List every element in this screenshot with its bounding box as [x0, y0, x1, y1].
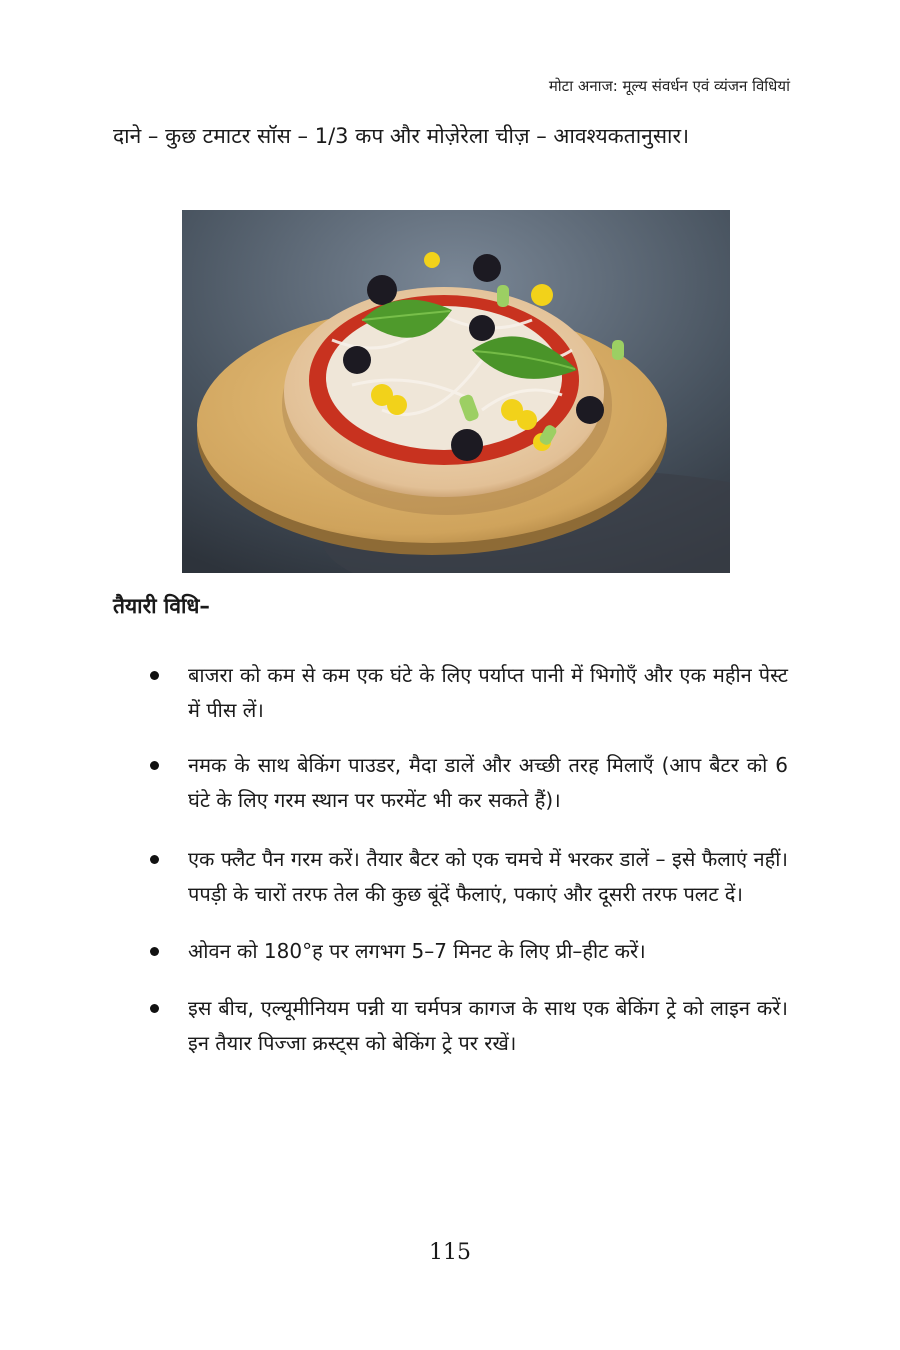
- running-header: मोटा अनाज: मूल्य संवर्धन एवं व्यंजन विधियां: [548, 77, 790, 95]
- section-heading: तैयारी विधि–: [113, 594, 210, 618]
- bullet-icon: [150, 1004, 159, 1013]
- bullet-icon: [150, 761, 159, 770]
- page-number: 115: [429, 1240, 471, 1265]
- step-text: एक फ्लैट पैन गरम करें। तैयार बैटर को एक चमचे में भरकर डालें – इसे फैलाएं नहीं। पपड़ी के चारों तरफ तेल की कुछ बूंदें फैलाएं, पकाएं और दूसरी तरफ पलट दें।: [188, 847, 788, 906]
- step-text: इस बीच, एल्यूमीनियम पन्नी या चर्मपत्र कागज के साथ एक बेकिंग ट्रे को लाइन करें। इन तैयार पिज्जा क्रस्ट्स को बेकिंग ट्रे पर रखें।: [188, 996, 788, 1055]
- pizza-photo: [182, 210, 730, 573]
- step-text: ओवन को 180°ह पर लगभग 5–7 मिनट के लिए प्री–हीट करें।: [188, 939, 646, 963]
- step-item: [150, 748, 788, 818]
- step-item: [150, 934, 788, 969]
- preparation-steps: [150, 658, 788, 1081]
- step-text: नमक के साथ बेकिंग पाउडर, मैदा डालें और अच्छी तरह मिलाएँ (आप बैटर को 6 घंटे के लिए गरम स्थान पर फरमेंट भी कर सकते हैं)।: [188, 753, 788, 812]
- bullet-icon: [150, 671, 159, 680]
- step-item: [150, 658, 788, 728]
- step-item: [150, 842, 788, 912]
- step-text: बाजरा को कम से कम एक घंटे के लिए पर्याप्त पानी में भिगोएँ और एक महीन पेस्ट में पीस लें।: [188, 663, 788, 722]
- bullet-icon: [150, 855, 159, 864]
- step-item: [150, 991, 788, 1061]
- ingredients-continuation: दाने – कुछ टमाटर सॉस – 1/3 कप और मोज़ेरेला चीज़ – आवश्यकतानुसार।: [113, 124, 690, 148]
- bullet-icon: [150, 947, 159, 956]
